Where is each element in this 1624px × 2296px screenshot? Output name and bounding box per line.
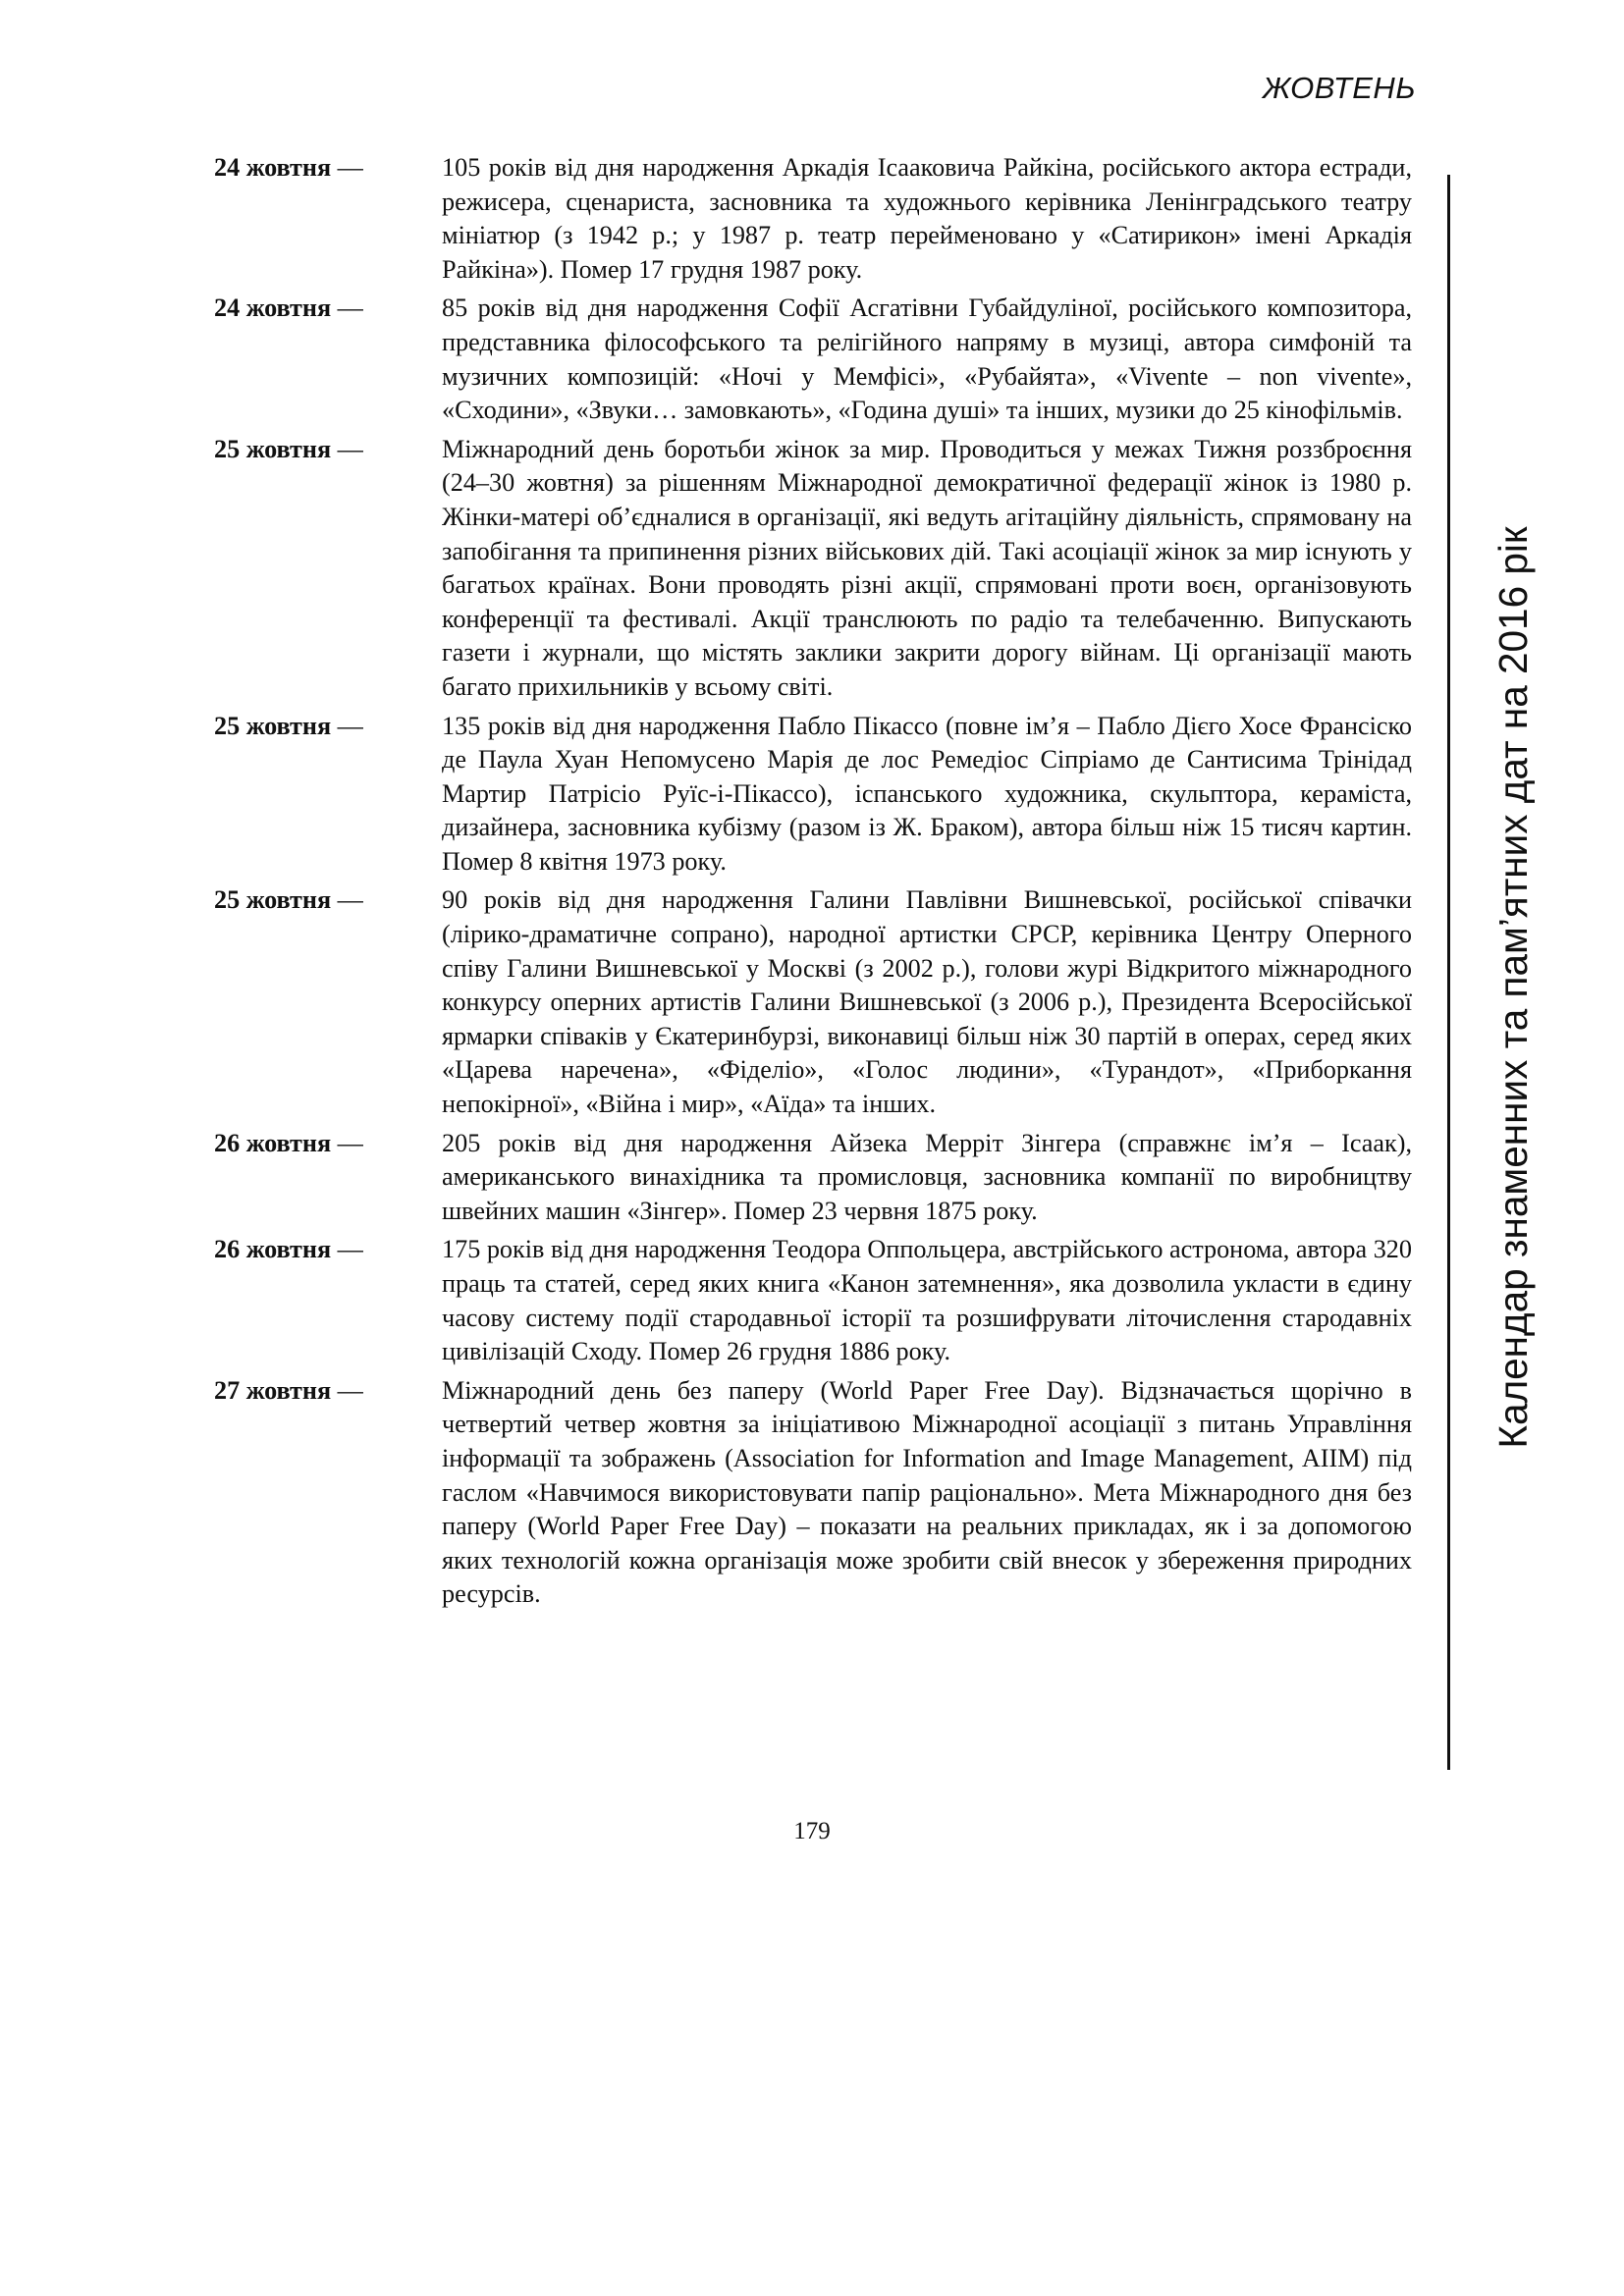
entry-date: 25 жовтня [214,711,332,740]
entry-text: 175 років від дня народження Теодора Оппольцера, австрійського астронома, автора 320 праць та статей, серед яких книга «Канон затемнення», яка дозволила укласти в єдину часову систему події стародавньої історії та розшифрувати літочислення стародавніх цивілізацій Сходу. Помер 26 грудня 1886 року. [442,1235,1412,1366]
list-item [214,1127,1412,1229]
entry-dash: — [337,1128,363,1157]
list-item [214,710,1412,880]
entry-dash: — [337,434,363,463]
entry-date-line [214,1374,363,1409]
entry-text: Міжнародний день без паперу (World Paper Free Day). Відзначається щорічно в четвертий четвер жовтня за ініціативою Міжнародної асоціації з питань Управління інформації та зображень (Association for Information and Image Management, AIIM) під гаслом «Навчимося використовувати папір раціонально». Мета Міжнародного дня без паперу (World Paper Free Day) – показати на реальних прикладах, як і за допомогою яких технологій кожна організація може зробити свій внесок у збереження природних ресурсів. [442,1375,1412,1609]
entry-dash: — [337,1375,363,1405]
running-header: ЖОВТЕНЬ [1262,71,1416,105]
entry-text: 85 років від дня народження Софії Асгатівни Губайдуліної, російського композитора, представника філософського та релігійного напряму в музиці, автора симфоній та музичних композицій: «Ночі у Мемфісі», «Рубайята», «Vivente – non vivente», «Сходини», «Звуки… замовкають», «Година душі» та інших, музики до 25 кінофільмів. [442,294,1412,425]
list-item [214,292,1412,427]
list-item [214,883,1412,1121]
entry-date: 24 жовтня [214,294,332,323]
entry-date-line [214,710,363,744]
entry-date-line [214,433,363,467]
entry-text: 105 років від дня народження Аркадія Ісааковича Райкіна, російського актора естради, режисера, сценариста, засновника та художнього керівника Ленінградського театру мініатюр (з 1942 р.; у 1987 р. театр перейменовано у «Сатирикон» імені Аркадія Райкіна»). Помер 17 грудня 1987 року. [442,153,1412,284]
entry-date-line [214,151,363,186]
entry-date: 26 жовтня [214,1128,332,1157]
entry-text: Міжнародний день боротьби жінок за мир. Проводиться у межах Тижня роззброєння (24–30 жовтня) за рішенням Міжнародної демократичної федерації жінок із 1980 р. Жінки-матері об’єдналися в організації, які ведуть агітаційну діяльність, спрямовану на запобігання та припинення різних військових дій. Такі асоціації жінок за мир існують у багатьох країнах. Вони проводять різні акції, спрямовані проти воєн, організовують конференції та фестивалі. Акції транслюють по радіо та телебаченню. Випускають газети і журнали, що містять заклики закрити дорогу війнам. Ці організації мають багато прихильників у всьому світі. [442,434,1412,701]
list-item [214,1374,1412,1612]
entry-dash: — [337,153,363,182]
entry-text: 135 років від дня народження Пабло Пікассо (повне ім’я – Пабло Дієго Хосе Франсіско де Паула Хуан Непомусено Марія де лос Ремедіос Сіпріамо де Сантисима Трінідад Мартир Патрісіо Руїс-і-Пікассо), іспанського художника, скульптора, кераміста, дизайнера, засновника кубізму (разом із Ж. Браком), автора більш ніж 15 тисяч картин. Помер 8 квітня 1973 року. [442,711,1412,876]
entry-date: 25 жовтня [214,885,332,915]
page-number: 179 [793,1818,831,1844]
entry-dash: — [337,1235,363,1264]
entry-date: 24 жовтня [214,153,332,182]
entry-date-line [214,883,363,918]
entry-date-line [214,1233,363,1267]
margin-rule [1447,175,1450,1770]
entry-date-line [214,292,363,326]
entry-date: 26 жовтня [214,1235,332,1264]
sidebar-title: Календар знаменних та пам’ятних дат на 2016 рік [1490,526,1536,1449]
entry-text: 205 років від дня народження Айзека Мерріт Зінгера (справжнє ім’я – Ісаак), американського винахідника та промисловця, засновника компанії по виробництву швейних машин «Зінгер». Помер 23 червня 1875 року. [442,1128,1412,1225]
entry-text: 90 років від дня народження Галини Павлівни Вишневської, російської співачки (лірико-драматичне сопрано), народної артистки СРСР, керівника Центру Оперного співу Галини Вишневської у Москві (з 2002 р.), голови журі Відкритого міжнародного конкурсу оперних артистів Галини Вишневської (з 2006 р.), Президента Всеросійської ярмарки співаків у Єкатеринбурзі, виконавиці більш ніж 30 партій в операх, серед яких «Царева наречена», «Фіделіо», «Голос людини», «Турандот», «Приборкання непокірної», «Війна і мир», «Аїда» та інших. [442,885,1412,1119]
entry-dash: — [337,711,363,740]
entry-date-line [214,1127,363,1161]
entry-dash: — [337,294,363,323]
entry-dash: — [337,885,363,915]
entry-list [214,151,1412,1617]
list-item [214,1233,1412,1368]
list-item [214,151,1412,287]
entry-date: 27 жовтня [214,1375,332,1405]
sidebar [1478,448,1548,1527]
list-item [214,433,1412,705]
entry-date: 25 жовтня [214,434,332,463]
